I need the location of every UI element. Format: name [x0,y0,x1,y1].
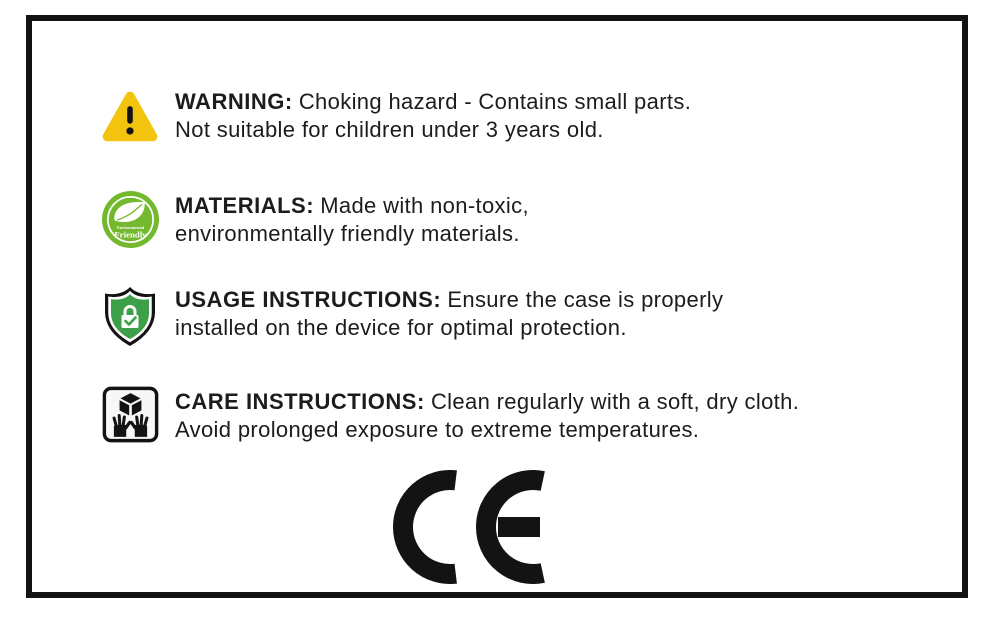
usage-line-1: USAGE INSTRUCTIONS: Ensure the case is properly [175,287,724,312]
eco-badge-top-text: Environmental [116,224,144,230]
ce-mark [393,470,545,584]
eco-friendly-badge-icon [101,190,160,249]
warning-line-1: WARNING: Choking hazard - Contains small parts. [175,89,692,114]
care-line-2: Avoid prolonged exposure to extreme temperatures. [175,417,700,442]
care-label: CARE INSTRUCTIONS: [175,389,425,414]
handle-with-care-icon [102,386,159,443]
care-line-1: CARE INSTRUCTIONS: Clean regularly with a soft, dry cloth. [175,389,800,414]
usage-line-2: installed on the device for optimal protection. [175,315,627,340]
warning-label: WARNING: [175,89,293,114]
section-care [97,386,799,444]
section-usage [97,284,723,350]
usage-label: USAGE INSTRUCTIONS: [175,287,442,312]
materials-line-1: MATERIALS: Made with non-toxic, [175,193,529,218]
warning-line-2: Not suitable for children under 3 years old. [175,117,604,142]
materials-line-2: environmentally friendly materials. [175,221,520,246]
section-materials [97,190,529,249]
shield-lock-icon [97,284,163,350]
materials-label: MATERIALS: [175,193,315,218]
warning-triangle-icon [99,86,161,148]
eco-badge-bottom-text: Friendly [113,229,147,240]
section-warning [97,86,691,148]
